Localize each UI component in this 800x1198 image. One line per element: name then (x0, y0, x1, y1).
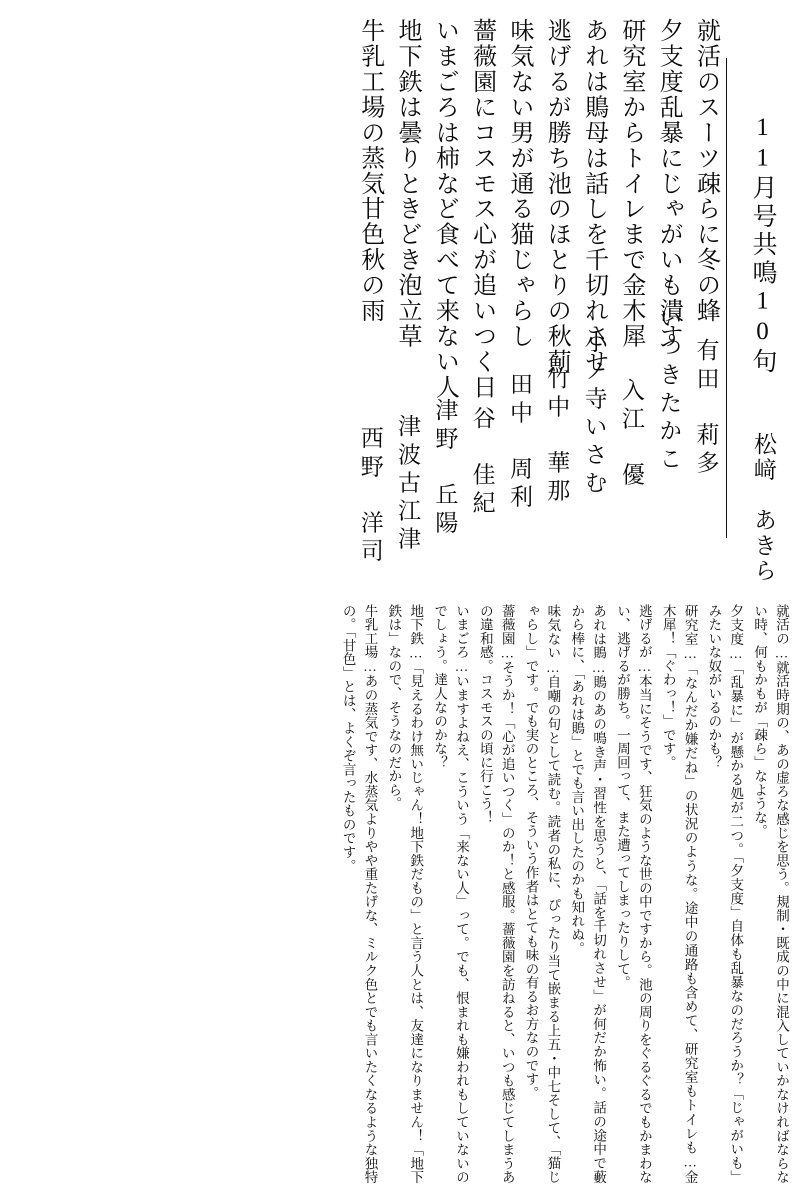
commentary-column: 地下鉄…「見えるわけ無いじゃん！地下鉄だもの」と言う人とは、友達になりません！「地下鉄は」なので、そうなのだから。 (386, 604, 424, 1184)
poem-column (542, 18, 570, 578)
poem-author: 西野 洋司 (357, 425, 383, 566)
poem-column (579, 18, 607, 578)
poem-column (505, 18, 533, 578)
commentary-column: 逃げるが…本当にそうです、狂気のような世の中ですから。池の周りをぐるぐるでもかまわない、逃げるが勝ち。一周回って、また遭ってしまったりして。 (614, 604, 652, 1184)
page-title: 11月号共鳴10句 (749, 114, 776, 377)
poem-column (430, 18, 458, 578)
commentary-column: 研究室…「なんだか嫌だね」の状況のような。途中の通路も含めて、研究室もトイレも…金木犀！「ぐわっ！」です。 (660, 604, 698, 1184)
commentary-column: 牛乳工場…あの蒸気です、水蒸気よりやや重たげな、ミルク色とでも言いたくなるような独特の。「甘色」とは、よくぞ言ったものです。 (340, 604, 378, 1184)
poem-text: 牛乳工場の蒸気甘色秋の雨 (356, 18, 383, 324)
poem-text: 就活のスーツ疎らに冬の蜂 (692, 18, 719, 324)
header-block (749, 18, 777, 674)
poem-column (654, 18, 682, 578)
haiku-section (0, 18, 800, 608)
commentary-column: あれは鵙…鵙のあの鳴き声・習性を思うと、「話を千切れさせ」が何だか怖い。話の途中で藪から棒に、「あれは鵙」とでも言い出したのかも知れぬ。 (569, 604, 607, 1184)
poem-column (355, 18, 383, 578)
poem-text: 研究室からトイレまで金木犀 (617, 18, 644, 349)
poem-text: 地下鉄は曇りときどき泡立草 (394, 18, 420, 349)
poem-column (617, 18, 645, 578)
poem-author: 入江 優 (618, 377, 644, 490)
commentary-column: 就活の…就活時期の、あの虚ろな感じを思う。規制・既成の中に混入していかなければならない時、何もかもが「疎ら」なような。 (752, 604, 789, 1184)
poem-column (467, 18, 495, 578)
header-author: 松﨑 あきら (751, 432, 776, 585)
poem-text: いまごろは柿など食べて来ない人 (431, 18, 458, 400)
poem-author: いつきたかこ (656, 305, 682, 474)
poem-author: 有田 莉多 (693, 337, 719, 478)
poem-author: 谷 佳紀 (469, 405, 495, 518)
commentary-column: 味気ない…自嘲の句として読む。読者の私に、ぴったり当て嵌まる上五・中七そして、「猫じゃらし」です。でも実のところ、そういう作者はとても味の有るお方なのです。 (523, 604, 561, 1184)
commentary-section (0, 604, 800, 1190)
poem-text: 夕支度乱暴にじゃがいも潰す (655, 18, 682, 349)
poem-author: 竹中 華那 (544, 365, 570, 506)
poem-text: 薔薇園にコスモス心が追いつく日 (468, 18, 495, 400)
poem-column (393, 18, 421, 578)
commentary-column: 夕支度…「乱暴に」が懸かる処が二つ。「夕支度」自体も乱暴なのだろうか？「じゃがいも」みたいな奴がいるのかも？ (706, 604, 744, 1184)
poem-text: 味気ない男が通る猫じゃらし (505, 18, 532, 349)
vertical-divider (726, 58, 727, 538)
poem-author: 津波古江津 (395, 413, 420, 554)
poem-author: 津野 丘陽 (432, 397, 458, 538)
poem-column (691, 18, 719, 578)
commentary-column: 薔薇園…そうか！「心が追いつく」のか！と感服。薔薇園を訪ねると、いつも感じてしまうあの違和感。コスモスの頃に行こう！ (477, 604, 515, 1184)
poem-text: あれは鵙母は話しを千切れさせ (580, 18, 607, 375)
poem-text: 逃げるが勝ち池のほとりの秋薊 (543, 18, 570, 375)
poem-author: 田中 周利 (506, 371, 532, 512)
commentary-column: いまごろ…いますよねえ、こういう「来ない人」って。でも、恨まれも嫌われもしていないのでしょう。達人なのかな？ (432, 604, 469, 1184)
poem-author: 小ノ寺いさむ (581, 329, 607, 498)
